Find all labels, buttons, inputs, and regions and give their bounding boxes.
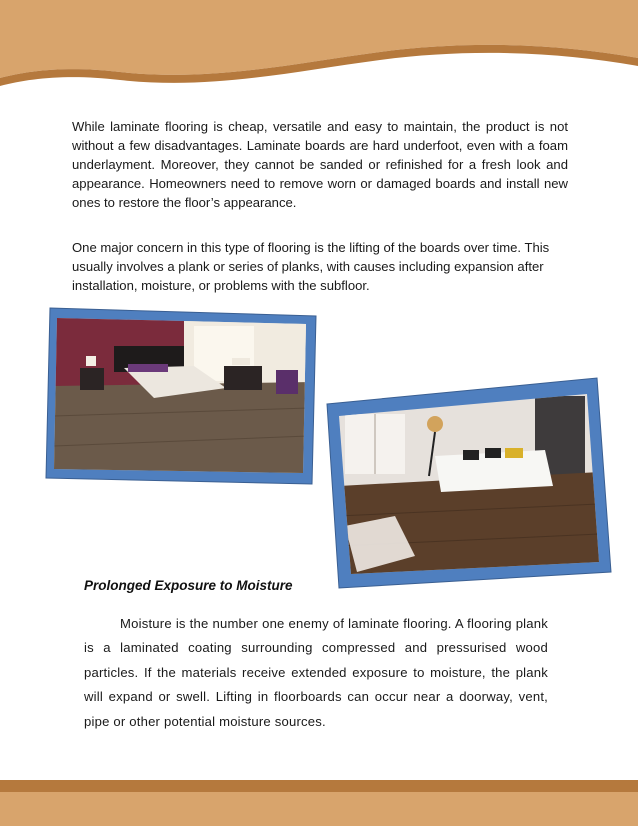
header-wave-band <box>0 0 638 92</box>
living-room-photo-frame <box>325 376 613 590</box>
bedroom-photo-frame <box>44 306 320 486</box>
intro-paragraph-2: One major concern in this type of flooring is the lifting of the boards over time. This usually involves a plank or series of planks, with causes including expansion after installation, moisture, or problems with the subfloor. <box>72 240 550 293</box>
footer-band <box>0 780 638 826</box>
section-heading: Prolonged Exposure to Moisture <box>84 578 293 593</box>
bedroom-photo <box>44 306 320 486</box>
section-body: Moisture is the number one enemy of laminate flooring. A flooring plank is a laminated coating surrounding compressed and pressurised wood particles. If the materials receive extended exposure to moisture, the plank will expand or swell. Lifting in floorboards can occur near a doorway, vent, pipe or other potential moisture sources. <box>84 616 548 729</box>
intro-paragraph-1: While laminate flooring is cheap, versatile and easy to maintain, the product is not without a few disadvantages. Laminate boards are hard underfoot, even with a foam underlayment. Moreover, they cannot be sanded or refinished for a fresh look and appearance. Homeowners need to remove worn or damaged boards and install new ones to restore the floor’s appearance. <box>72 119 568 210</box>
